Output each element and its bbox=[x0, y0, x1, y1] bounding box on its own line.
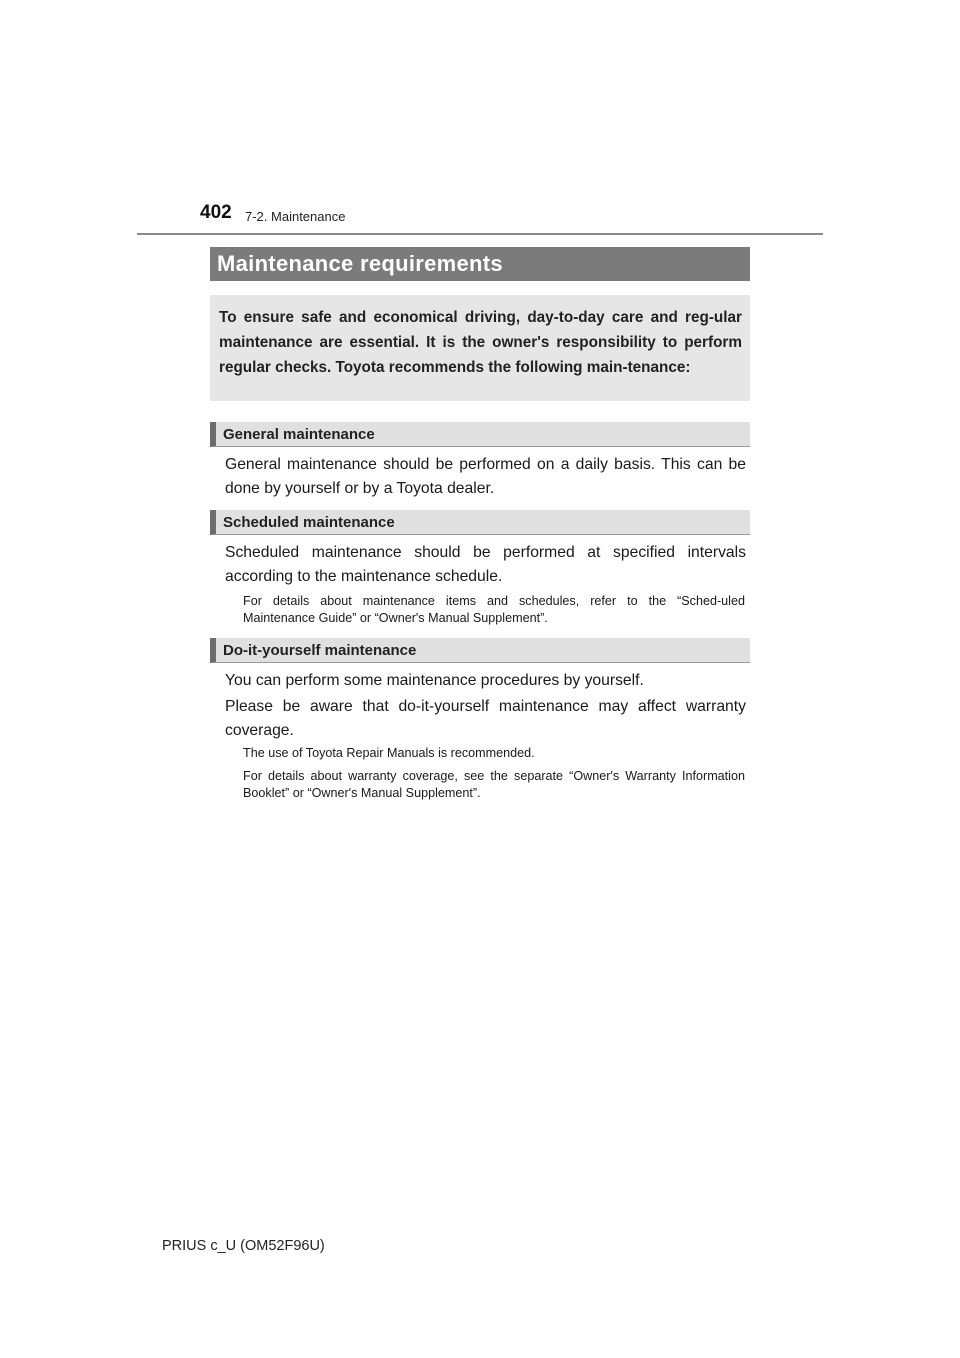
scheduled-maintenance-text: Scheduled maintenance should be performed at specified intervals according to the maintenance schedule. bbox=[225, 544, 746, 585]
subhead-label: General maintenance bbox=[223, 426, 375, 443]
intro-text: To ensure safe and economical driving, day-to-day care and reg-ular maintenance are essential. It is the owner's responsibility to perform regular checks. Toyota recommends the following main-tenance: bbox=[219, 309, 742, 376]
page-number: 402 bbox=[200, 202, 232, 223]
subhead-scheduled-maintenance bbox=[210, 510, 750, 535]
diy-maintenance-text: You can perform some maintenance procedures by yourself. bbox=[225, 672, 644, 689]
footer-model-code: PRIUS c_U (OM52F96U) bbox=[162, 1238, 325, 1254]
page-title: Maintenance requirements bbox=[217, 251, 503, 276]
header-rule bbox=[137, 233, 823, 235]
diy-note-warranty: For details about warranty coverage, see the separate “Owner's Warranty Information Booklet” or “Owner's Manual Supplement”. bbox=[243, 769, 745, 800]
intro-box bbox=[210, 295, 750, 401]
subhead-general-maintenance bbox=[210, 422, 750, 447]
title-bar bbox=[210, 247, 750, 281]
scheduled-maintenance-note: For details about maintenance items and schedules, refer to the “Sched-uled Maintenance Guide” or “Owner's Manual Supplement”. bbox=[243, 594, 745, 625]
diy-warranty-text: Please be aware that do-it-yourself maintenance may affect warranty coverage. bbox=[225, 698, 746, 739]
subhead-label: Do-it-yourself maintenance bbox=[223, 642, 417, 659]
section-reference: 7-2. Maintenance bbox=[245, 209, 346, 224]
general-maintenance-text: General maintenance should be performed on a daily basis. This can be done by yourself or by a Toyota dealer. bbox=[225, 456, 746, 497]
subhead-label: Scheduled maintenance bbox=[223, 514, 395, 531]
subhead-diy-maintenance bbox=[210, 638, 750, 663]
diy-note-repair-manuals: The use of Toyota Repair Manuals is recommended. bbox=[243, 746, 535, 760]
